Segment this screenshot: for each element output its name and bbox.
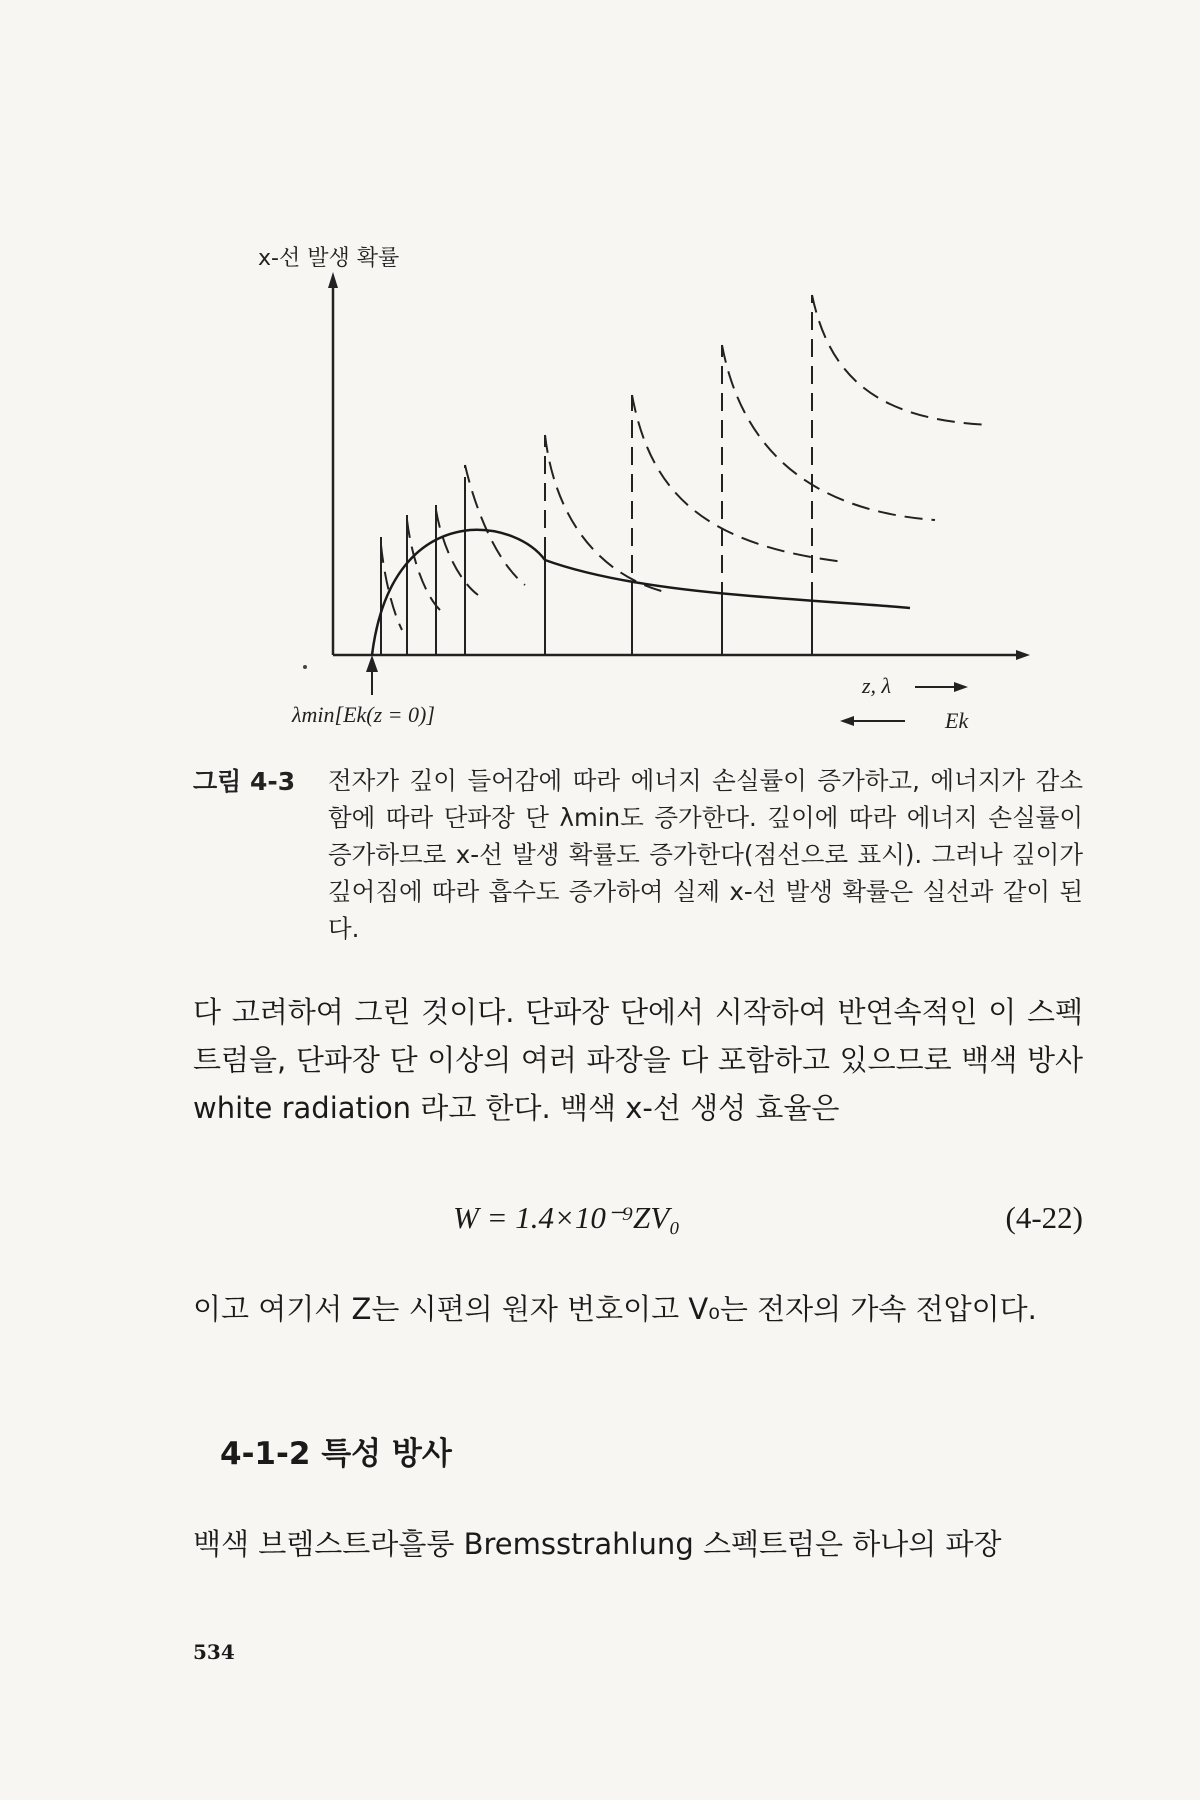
x-axis-label-energy: Ek (945, 708, 969, 733)
dashed-curve-4 (465, 465, 525, 585)
dashed-curve-8 (812, 295, 990, 425)
stray-dot (303, 665, 307, 669)
xray-probability-figure (0, 0, 1200, 760)
equation-4-22 (193, 1200, 1083, 1250)
dashed-curve-5 (545, 435, 665, 592)
equation-number: (4-22) (1005, 1200, 1083, 1235)
x-axis-arrowhead (1016, 650, 1030, 660)
lambda-min-arrowhead (366, 655, 378, 672)
depth-line-dashed-extensions (381, 295, 812, 600)
y-axis-arrowhead (328, 272, 338, 288)
caption-label: 그림 4-3 (193, 767, 296, 796)
equation-expression: W = 1.4×10⁻⁹ZV₀ (453, 1200, 681, 1235)
energy-arrowhead (840, 716, 854, 726)
dashed-curve-3 (436, 510, 478, 595)
actual-probability-curve (372, 530, 910, 655)
y-axis-label: x-선 발생 확률 (258, 246, 400, 271)
x-axis-label-z-lambda: z, λ (862, 673, 892, 698)
caption-text: 전자가 깊이 들어감에 따라 에너지 손실률이 증가하고, 에너지가 감소함에 따라 단파장 단 λmin도 증가한다. 깊이에 따라 에너지 손실률이 증가하므로 x-선 발생 확률도 증가한다(점선으로 표시). 그러나 깊이가 깊어짐에 따라 흡수도 증가하여 실제 x-선 발생 확률은 실선과 같이 된다. (328, 766, 1083, 943)
paragraph-equation-explanation: 이고 여기서 Z는 시편의 원자 번호이고 V₀는 전자의 가속 전압이다. (193, 1292, 1037, 1326)
paragraph-white-radiation: 다 고려하여 그린 것이다. 단파장 단에서 시작하여 반연속적인 이 스펙트럼을, 단파장 단 이상의 여러 파장을 다 포함하고 있으므로 백색 방사 white radiation 라고 한다. 백색 x-선 생성 효율은 (193, 995, 1083, 1125)
page-number: 534 (193, 1640, 235, 1664)
dashed-curve-7 (722, 345, 935, 520)
lambda-min-label: λmin[Ek(z = 0)] (292, 702, 435, 727)
z-lambda-arrowhead (954, 682, 968, 692)
dashed-curve-6 (632, 395, 845, 562)
generation-probability-dashed-curves (381, 295, 990, 630)
paragraph-bremsstrahlung: 백색 브렘스트라흘룽 Bremsstrahlung 스펙트럼은 하나의 파장 (193, 1527, 1002, 1561)
section-heading: 4-1-2 특성 방사 (220, 1436, 452, 1472)
